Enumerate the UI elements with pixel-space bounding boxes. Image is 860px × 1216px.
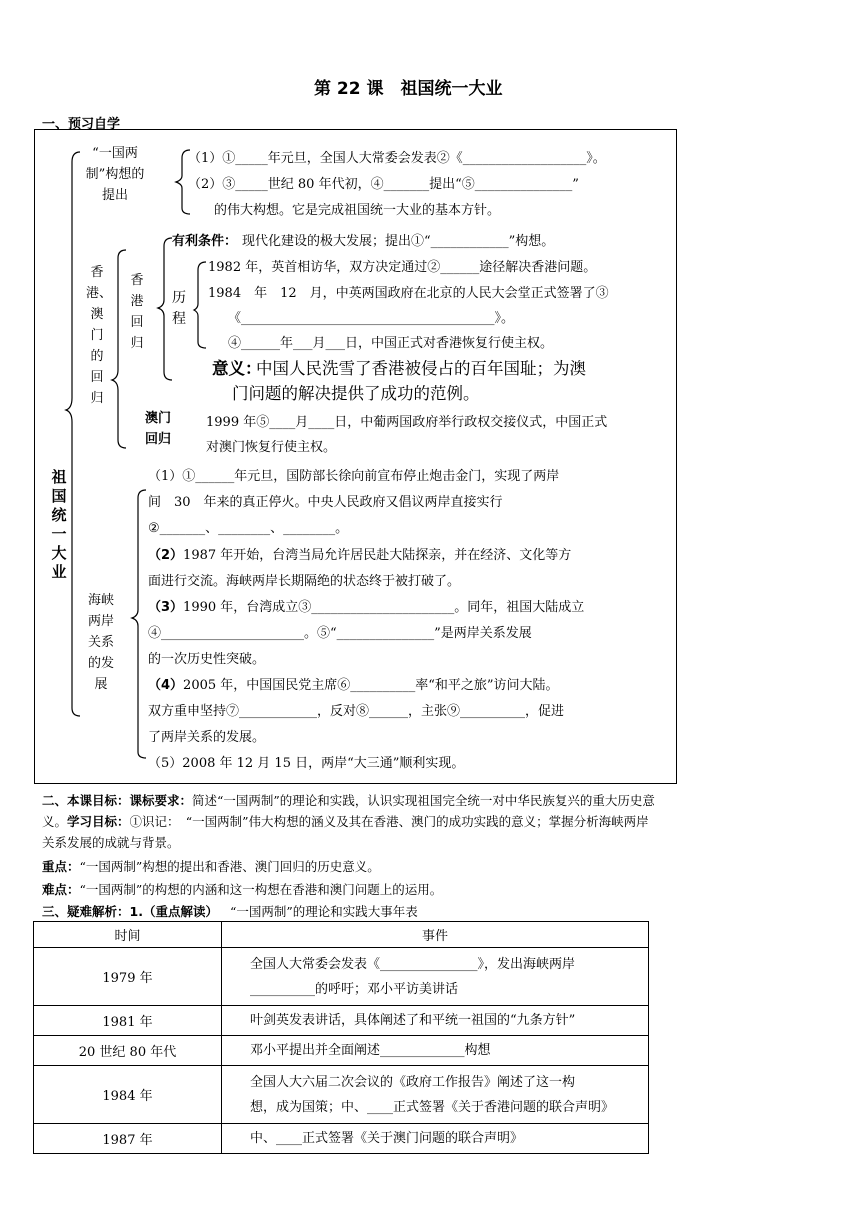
table-header-row — [34, 922, 649, 948]
part1-line1: （1）①_____年元旦，全国人大常委会发表②《___________________》。 — [188, 151, 606, 166]
goal-text-2: 关系发展的成就与背景。 — [42, 835, 180, 850]
table-row — [34, 1066, 649, 1124]
history-label: 历程 — [172, 290, 186, 327]
row-event-line: __________的呼吁；邓小平访美讲话 — [250, 981, 459, 997]
strait-line2: 间 30 年来的真正停火。中央人民政府又倡议两岸直接实行 — [148, 495, 503, 510]
row-event-line: 全国人大常委会发表《_______________》，发出海峡两岸 — [250, 956, 576, 972]
strait-line3: ②_______、________、________。 — [148, 521, 349, 536]
row-event-line: 中、____正式签署《关于澳门问题的联合声明》 — [250, 1131, 524, 1146]
strait-num2: （2） — [148, 548, 184, 563]
strait-line11: 了两岸关系的发展。 — [148, 730, 266, 745]
section-3-heading: 三、疑难解析：1.（重点解读） — [42, 904, 218, 919]
strait-line10: 双方重申坚持⑦____________，反对⑧______，主张⑨__________，促进 — [148, 704, 565, 719]
strait-line6: 1990 年，台湾成立③______________________。同年，祖国大陆成立 — [183, 600, 585, 615]
header-event: 事件 — [222, 922, 649, 948]
part1-label: “一国两制”构想的提出 — [85, 146, 145, 203]
favorable-text: 现代化建设的极大发展；提出①“____________”构想。 — [242, 234, 555, 249]
row-time: 1984 年 — [34, 1066, 222, 1124]
row-event-line: 全国人大六届二次会议的《政府工作报告》阐述了这一构 — [250, 1074, 576, 1090]
row-event — [222, 1066, 649, 1124]
page-title: 第 22 课 祖国统一大业 — [314, 79, 503, 99]
strait-line4: 1987 年开始，台湾当局允许居民赴大陆探亲，并在经济、文化等方 — [183, 548, 572, 563]
standard-text-2: 义。 — [42, 814, 68, 829]
row-event-line: 邓小平提出并全面阐述_____________构想 — [250, 1043, 491, 1058]
part2-label: 香港、澳门的回归 — [86, 265, 113, 406]
macau-line2: 对澳门恢复行使主权。 — [206, 440, 337, 455]
part1-line2: （2）③_____世纪 80 年代初，④_______提出“⑤_______________” — [188, 177, 579, 192]
strait-line9: 2005 年，中国国民党主席⑥__________率“和平之旅”访问大陆。 — [183, 678, 559, 693]
row-time: 1981 年 — [34, 1006, 222, 1036]
strait-num3: （3） — [148, 600, 184, 615]
significance-line2: 门问题的解决提供了成功的范例。 — [232, 384, 480, 403]
goal-label: 学习目标： — [67, 814, 130, 829]
section-2-heading: 二、本课目标： — [42, 793, 130, 808]
events-table — [33, 921, 649, 1154]
standard-text: 简述“一国两制”的理论和实践，认识实现祖国完全统一对中华民族复兴的重大历史意 — [192, 793, 655, 808]
section-3-subheading: “一国两制”的理论和实践大事年表 — [229, 904, 418, 919]
strait-line7: ④______________________。⑤“_______________”是两岸关系发展 — [148, 626, 532, 641]
row-time: 1987 年 — [34, 1124, 222, 1154]
section-1-heading: 一、预习自学 — [42, 117, 121, 132]
table-row — [34, 948, 649, 1006]
macau-line1: 1999 年⑤____月____日，中葡两国政府举行政权交接仪式，中国正式 — [206, 415, 608, 430]
row-time: 1979 年 — [34, 948, 222, 1006]
row-event — [222, 1006, 649, 1036]
significance-line1: 中国人民洗雪了香港被侵占的百年国耻；为澳 — [256, 359, 586, 378]
macau-label: 澳门回归 — [144, 411, 171, 447]
side-title: 祖国统一大业 — [51, 468, 67, 581]
header-time: 时间 — [34, 922, 222, 948]
table-row — [34, 1124, 649, 1154]
key-label: 重点： — [42, 859, 80, 874]
strait-line1: （1）①______年元旦，国防部长徐向前宣布停止炮击金门，实现了两岸 — [148, 469, 560, 484]
part1-line3: 的伟大构想。它是完成祖国统一大业的基本方针。 — [214, 203, 501, 218]
strait-line8: 的一次历史性突破。 — [148, 652, 266, 667]
difficulty-label: 难点： — [42, 882, 80, 897]
standard-label: 课标要求： — [129, 793, 193, 808]
history-line1: 1982 年，英首相访华，双方决定通过②______途径解决香港问题。 — [208, 260, 597, 275]
history-line2: 1984 年 12 月，中英两国政府在北京的人民大会堂正式签署了③ — [208, 286, 609, 301]
row-event — [222, 1036, 649, 1066]
row-time: 20 世纪 80 年代 — [34, 1036, 222, 1066]
strait-num4: （4） — [148, 678, 184, 693]
history-line4: ④______年___月___日，中国正式对香港恢复行使主权。 — [228, 336, 554, 351]
key-text: “一国两制”构想的提出和香港、澳门回归的历史意义。 — [79, 859, 380, 874]
table-row — [34, 1006, 649, 1036]
history-line3: 《_______________________________________》。 — [228, 311, 515, 326]
row-event-line: 想，成为国策；中、____正式签署《关于香港问题的联合声明》 — [250, 1099, 615, 1115]
hk-label: 香港回归 — [130, 273, 144, 351]
favorable-label: 有利条件： — [172, 234, 238, 249]
strait-line12: （5）2008 年 12 月 15 日，两岸“大三通”顺利实现。 — [148, 756, 465, 771]
difficulty-text: “一国两制”的构想的内涵和这一构想在香港和澳门问题上的运用。 — [79, 882, 443, 897]
row-event — [222, 1124, 649, 1154]
row-event-line: 叶剑英发表讲话，具体阐述了和平统一祖国的“九条方针” — [250, 1013, 576, 1028]
part3-label: 海峡两岸关系的发展 — [87, 593, 114, 692]
goal-text: ①识记： “一国两制”伟大构想的涵义及其在香港、澳门的成功实践的意义；掌握分析海峡两岸 — [129, 814, 649, 829]
strait-line5: 面进行交流。海峡两岸长期隔绝的状态终于被打破了。 — [148, 574, 461, 589]
row-event — [222, 948, 649, 1006]
table-row — [34, 1036, 649, 1066]
significance-label: 意义： — [212, 359, 262, 378]
